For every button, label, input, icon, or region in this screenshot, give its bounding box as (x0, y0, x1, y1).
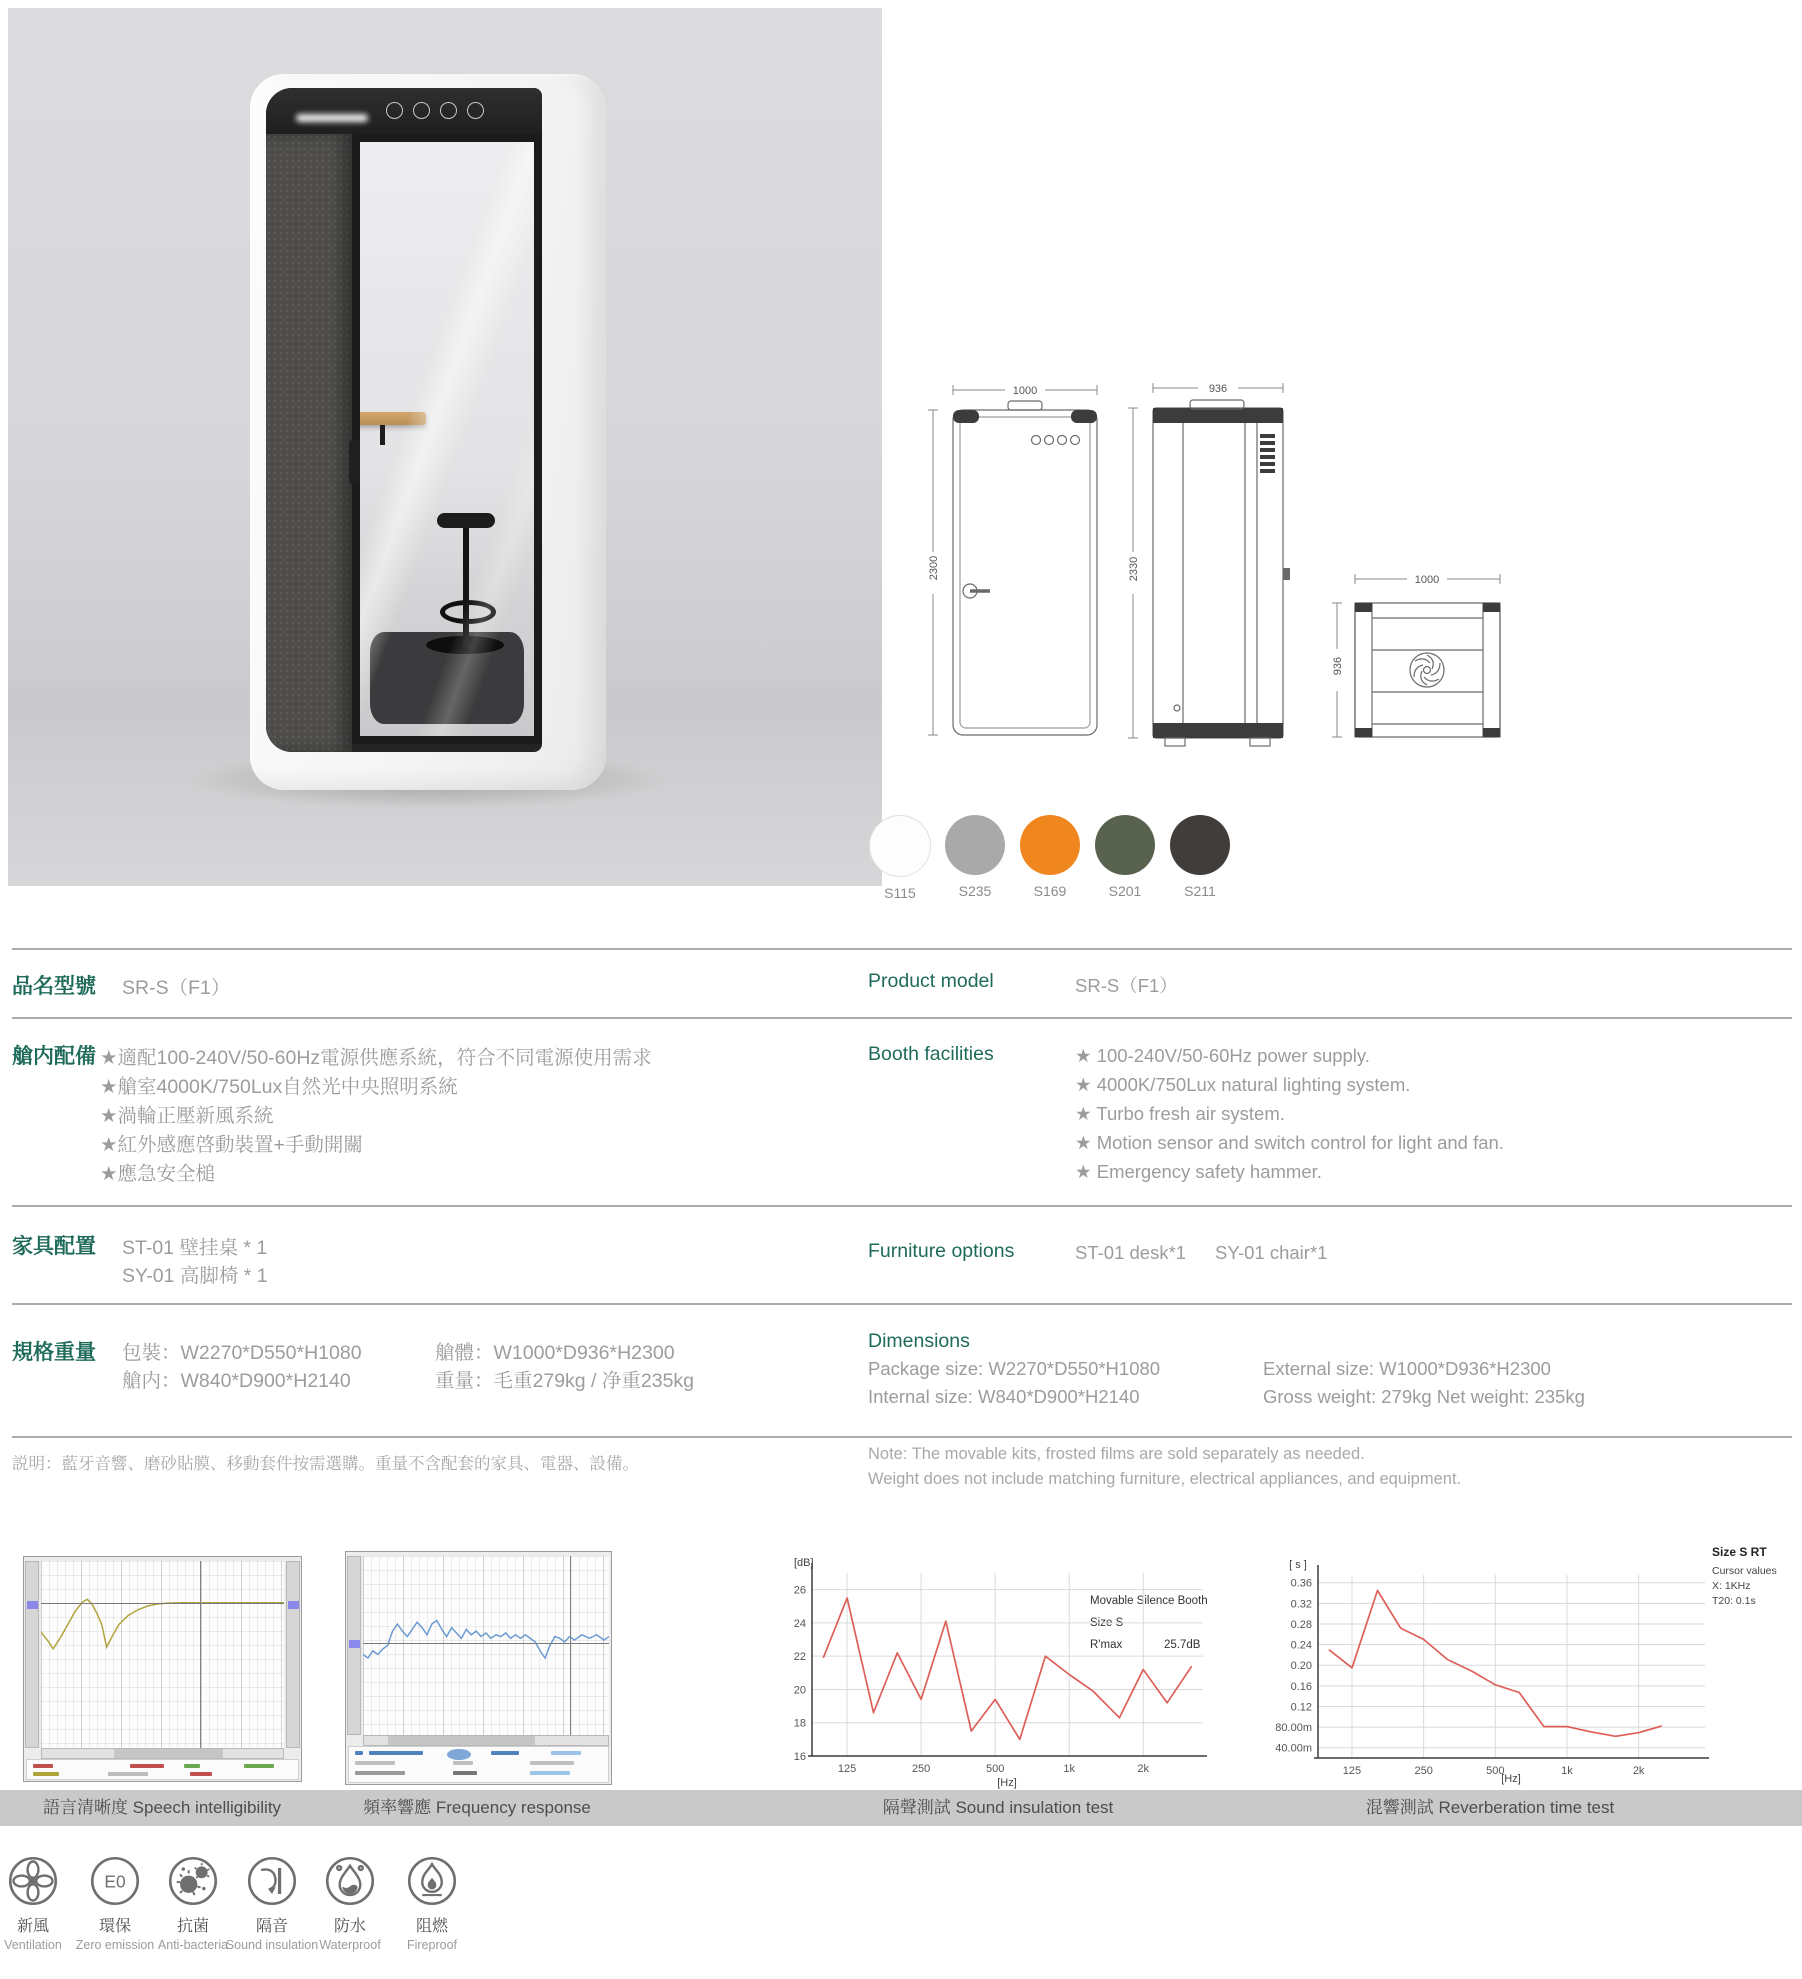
facilities-zh-item: ★艙室4000K/750Lux自然光中央照明系統 (100, 1076, 458, 1098)
annotation-r-label: R'max (1090, 1639, 1123, 1651)
control-icon (440, 102, 457, 119)
furniture-en-item: ST-01 desk*1 (1075, 1242, 1187, 1263)
x-unit-label: [Hz] (997, 1777, 1017, 1789)
svg-text:1k: 1k (1063, 1763, 1076, 1775)
caption-reverberation: 混響測試 Reverberation time test (1365, 1798, 1615, 1817)
furniture-en-item: SY-01 chair*1 (1215, 1242, 1328, 1263)
svg-text:125: 125 (1342, 1765, 1362, 1777)
water-drop-icon (327, 1858, 373, 1904)
cursor-chip (288, 1601, 299, 1609)
plot-area (41, 1561, 284, 1748)
scrollbar-thumb (388, 1736, 534, 1745)
top-depth-dim: 936 (1332, 656, 1344, 676)
dimensions-zh-package: 包裝：W2270*D550*H1080 (122, 1342, 362, 1364)
reference-line (363, 1643, 609, 1644)
cert-sound-insulation: 隔音 Sound insulation (217, 1855, 327, 1952)
flame-icon (409, 1858, 455, 1904)
svg-text:0.16: 0.16 (1290, 1680, 1312, 1693)
svg-text:E0: E0 (104, 1871, 126, 1892)
facilities-zh-item: ★適配100-240V/50-60Hz電源供應系統，符合不同電源使用需求 (100, 1047, 652, 1069)
booth-render (250, 74, 606, 790)
top-view-outline (1355, 603, 1500, 737)
svg-text:250: 250 (911, 1763, 931, 1775)
facilities-zh-item: ★紅外感應啓動裝置+手動開關 (100, 1134, 363, 1156)
cursor-chip (27, 1601, 38, 1609)
plot-area (363, 1556, 609, 1735)
status-readout (348, 1746, 609, 1783)
caption-insulation: 隔聲測試 Sound insulation test (882, 1798, 1114, 1817)
dimensions-en-external: External size: W1000*D936*H2300 (1263, 1358, 1551, 1379)
divider (12, 1436, 1792, 1438)
cursor-chip (349, 1640, 360, 1648)
swatch-code: S201 (1108, 883, 1142, 899)
door-hinge (536, 254, 542, 280)
control-icon (386, 102, 403, 119)
cert-anti-bacteria: 抗菌 Anti-bacteria (138, 1855, 248, 1952)
svg-text:0.12: 0.12 (1290, 1701, 1312, 1714)
svg-text:22: 22 (793, 1651, 806, 1664)
reference-line (41, 1603, 284, 1604)
chart-reverberation-time (1240, 1540, 1802, 1790)
divider (12, 1303, 1792, 1305)
glass-door (352, 134, 542, 744)
svg-text:40.00m: 40.00m (1275, 1742, 1312, 1755)
dimensions-zh-weight: 重量：毛重279kg / 净重235kg (435, 1370, 695, 1392)
svg-text:500: 500 (985, 1763, 1005, 1775)
door-frame (352, 134, 542, 744)
y-axis-strip (347, 1556, 361, 1735)
annotation-r-value: 25.7dB (1164, 1639, 1201, 1651)
svg-text:0.20: 0.20 (1290, 1660, 1312, 1673)
svg-text:0.28: 0.28 (1290, 1618, 1312, 1631)
facilities-en-label: Booth facilities (868, 1043, 994, 1065)
facilities-zh-item: ★渦輪正壓新風系統 (100, 1105, 274, 1127)
svg-text:500: 500 (1486, 1765, 1505, 1777)
furniture-zh-label: 家具配置 (12, 1235, 96, 1258)
divider (12, 1017, 1792, 1019)
svg-text:80.00m: 80.00m (1275, 1722, 1312, 1735)
glass-glare (360, 142, 534, 736)
facilities-zh-label: 艙内配備 (12, 1045, 96, 1068)
svg-text:0.36: 0.36 (1290, 1577, 1312, 1590)
response-curve (363, 1620, 609, 1658)
dimensions-zh-label: 規格重量 (12, 1341, 96, 1364)
svg-text:2k: 2k (1137, 1763, 1150, 1775)
annotation-line2: X: 1KHz (1712, 1580, 1751, 1592)
annotation-line2: Size S (1090, 1617, 1124, 1629)
note-en-line1: Note: The movable kits, frosted films are sold separately as needed. (868, 1445, 1365, 1463)
dimensions-en-label: Dimensions (868, 1330, 970, 1352)
model-zh-label: 品名型號 (12, 975, 96, 998)
booth-interior (266, 88, 542, 752)
dimensions-zh-internal: 艙内：W840*D900*H2140 (122, 1370, 351, 1392)
svg-text:125: 125 (837, 1763, 857, 1775)
facilities-en-item: ★ Emergency safety hammer. (1075, 1161, 1322, 1182)
color-dot (1170, 815, 1230, 875)
annotation-line1: Cursor values (1712, 1565, 1777, 1577)
svg-text:26: 26 (793, 1584, 806, 1597)
cursor-line (570, 1556, 571, 1735)
model-zh-value: SR-S（F1） (122, 977, 231, 999)
swatch-code: S169 (1033, 883, 1067, 899)
swatch-dark (1145, 815, 1255, 899)
e0-icon (92, 1858, 138, 1904)
chart-caption-bar (0, 1790, 1802, 1826)
scrollbar (41, 1748, 284, 1759)
front-height-dim: 2300 (928, 555, 940, 581)
cursor-line (200, 1561, 201, 1748)
cabin-view (360, 142, 534, 736)
dimensions-zh-body: 艙體：W1000*D936*H2300 (435, 1342, 675, 1364)
furniture-en-label: Furniture options (868, 1240, 1015, 1262)
model-en-label: Product model (868, 970, 994, 992)
svg-text:250: 250 (1414, 1765, 1433, 1777)
annotation-title: Size S RT (1712, 1545, 1767, 1559)
caption-speech: 語言清晰度 Speech intelligibility (42, 1798, 282, 1817)
door-handle (349, 439, 360, 485)
furniture-zh-item: SY-01 高脚椅 * 1 (122, 1265, 268, 1287)
divider (12, 948, 1792, 950)
y-axis-strip-right (286, 1561, 300, 1748)
scrollbar (363, 1735, 609, 1746)
chart-sound-insulation (780, 1552, 1220, 1792)
fan-icon (10, 1858, 56, 1904)
facilities-zh-item: ★應急安全槌 (100, 1163, 215, 1185)
svg-text:20: 20 (793, 1684, 806, 1697)
y-unit-label: [dB] (794, 1557, 814, 1569)
y-unit-label: [ s ] (1289, 1559, 1307, 1571)
facilities-en-item: ★ 4000K/750Lux natural lighting system. (1075, 1074, 1411, 1095)
svg-text:16: 16 (793, 1751, 806, 1763)
caption-frequency: 頻率響應 Frequency response (363, 1798, 591, 1817)
svg-text:24: 24 (793, 1617, 806, 1630)
annotation-line3: T20: 0.1s (1712, 1595, 1756, 1607)
chart-speech-intelligibility (23, 1556, 302, 1782)
swatch-code: S211 (1184, 883, 1216, 899)
note-zh: 説明：藍牙音響、磨砂貼膜、移動套件按需選購。重量不含配套的家具、電器、設備。 (12, 1455, 639, 1473)
svg-text:1k: 1k (1561, 1765, 1573, 1777)
facilities-en-item: ★ Motion sensor and switch control for light and fan. (1075, 1132, 1504, 1153)
sti-curve (41, 1599, 284, 1649)
facilities-en-item: ★ 100-240V/50-60Hz power supply. (1075, 1045, 1370, 1066)
x-unit-label: [Hz] (1501, 1773, 1521, 1785)
svg-text:0.32: 0.32 (1290, 1598, 1312, 1611)
scrollbar-thumb (114, 1749, 222, 1758)
svg-text:0.24: 0.24 (1290, 1639, 1312, 1652)
dimensions-en-package: Package size: W2270*D550*H1080 (868, 1358, 1161, 1379)
logo-oval (447, 1749, 471, 1760)
control-icon (413, 102, 430, 119)
cert-zero-emission: E0 環保 Zero emission (60, 1855, 170, 1952)
cert-fireproof: 阻燃 Fireproof (377, 1855, 487, 1952)
door-hinge (536, 578, 542, 604)
annotation-line1: Movable Silence Booth (1090, 1595, 1208, 1607)
product-photo (8, 8, 882, 886)
sound-insulation-icon (249, 1858, 295, 1904)
front-width-dim: 1000 (1012, 385, 1038, 397)
y-axis-strip (25, 1561, 39, 1748)
light-reflection (296, 114, 368, 122)
svg-text:2k: 2k (1632, 1765, 1645, 1777)
furniture-zh-item: ST-01 壁挂桌 * 1 (122, 1237, 268, 1259)
cert-waterproof: 防水 Waterproof (295, 1855, 405, 1952)
technical-drawings (900, 300, 1600, 770)
booth-control-panel (266, 88, 542, 134)
side-width-dim: 936 (1208, 383, 1228, 395)
dimensions-en-weight: Gross weight: 279kg Net weight: 235kg (1263, 1386, 1585, 1407)
control-icon (467, 102, 484, 119)
facilities-en-item: ★ Turbo fresh air system. (1075, 1103, 1285, 1124)
swatch-code: S115 (884, 885, 916, 901)
acoustic-felt-wall (266, 134, 352, 752)
chart-frequency-response (345, 1551, 612, 1785)
cert-ventilation: 新風 Ventilation (0, 1855, 88, 1952)
top-width-dim: 1000 (1414, 574, 1440, 586)
svg-text:18: 18 (793, 1717, 806, 1730)
side-height-dim: 2330 (1128, 556, 1140, 582)
status-readout (26, 1759, 299, 1780)
front-view-outline (953, 410, 1097, 735)
note-en-line2: Weight does not include matching furniture, electrical appliances, and equipment. (868, 1470, 1462, 1488)
swatch-code: S235 (958, 883, 992, 899)
divider (12, 1205, 1792, 1207)
bacteria-icon (170, 1858, 216, 1904)
dimensions-en-internal: Internal size: W840*D900*H2140 (868, 1386, 1140, 1407)
model-en-value: SR-S（F1） (1075, 975, 1178, 996)
